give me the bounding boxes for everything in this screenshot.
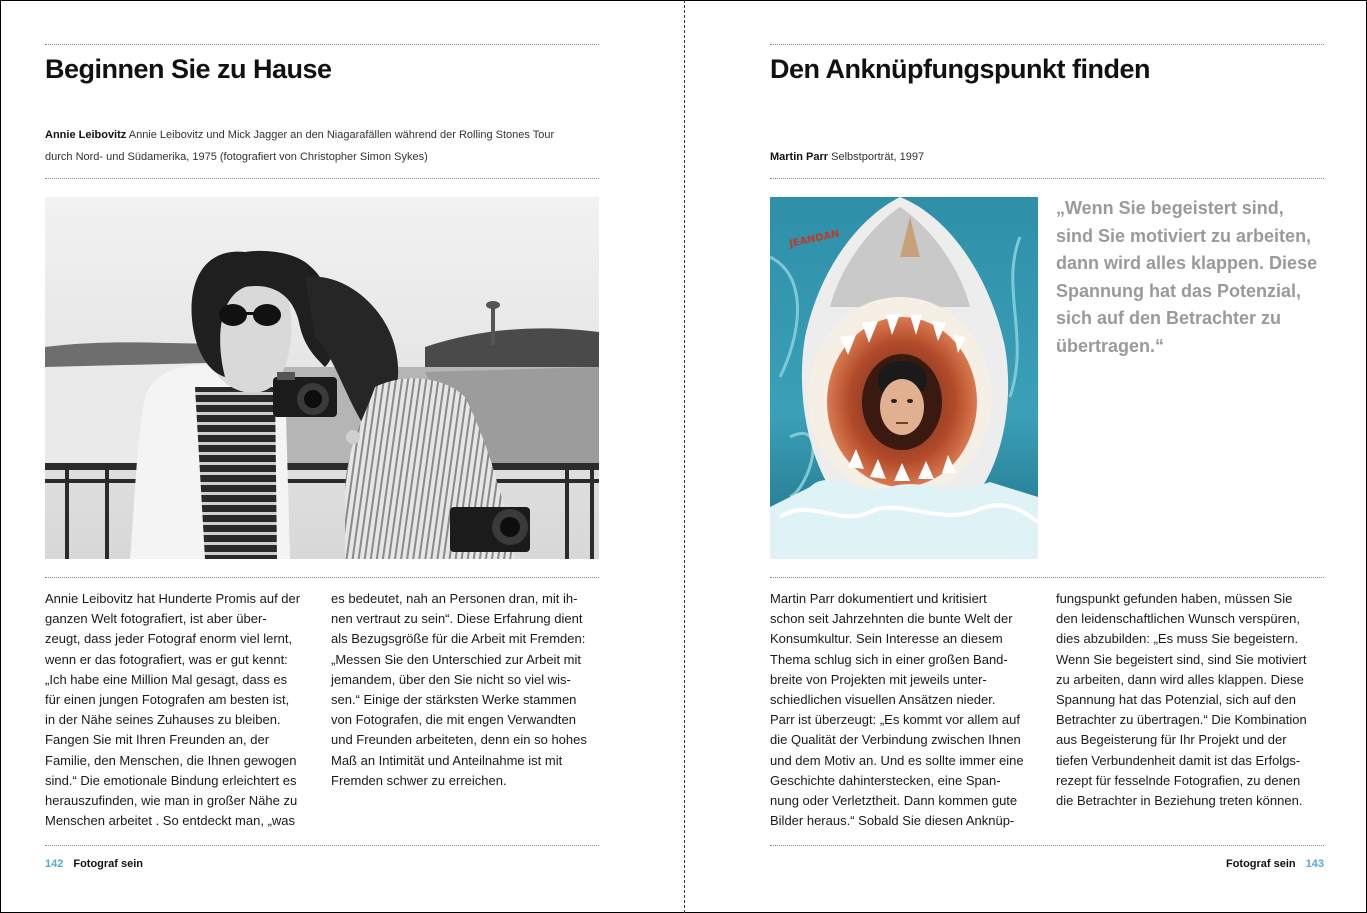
body-text-line: Bilder heraus.“ Sobald Sie diesen Anknüp-: [770, 813, 1015, 829]
body-text-line: Fremden schwer zu erreichen.: [331, 772, 507, 788]
pull-quote-line: sich auf den Betrachter zu: [1056, 308, 1282, 328]
body-text-line: und Freunden arbeiteten, denn ein so hohes: [331, 732, 587, 748]
section-name: Fotograf sein: [1225, 858, 1296, 870]
caption-rule: [770, 178, 1324, 179]
caption-text: Selbstporträt, 1997: [831, 151, 925, 163]
body-text-line: in der Nähe seines Zuhauses zu bleiben.: [45, 712, 281, 728]
caption-line-2: durch Nord- und Südamerika, 1975 (fotografiert von Christopher Simon Sykes): [45, 151, 428, 163]
body-text-line: die Betrachter in Beziehung treten können.: [1056, 793, 1303, 809]
pull-quote-line: „Wenn Sie begeistert sind,: [1056, 198, 1284, 218]
body-text-line: nen vertraut zu sein“. Diese Erfahrung dient: [331, 611, 583, 627]
body-text-line: und dem Motiv an. Und es sollte immer eine: [770, 752, 1024, 768]
body-text-line: herauszufinden, wie man in großer Nähe zu: [45, 793, 298, 809]
right-page: [770, 0, 1324, 913]
photo-caption: [770, 146, 924, 168]
body-text-line: Martin Parr dokumentiert und kritisiert: [770, 591, 987, 606]
body-text-line: sen.“ Einige der stärksten Werke stammen: [331, 692, 577, 708]
body-text-line: rezept für fesselnde Fotografien, zu denen: [1056, 772, 1301, 788]
pull-quote-line: Spannung hat das Potenzial,: [1056, 280, 1302, 301]
body-text-line: Menschen arbeitet . So entdeckt man, „was: [45, 813, 296, 829]
page-number: 143: [1305, 858, 1324, 870]
photo-caption: [45, 124, 554, 168]
body-text-line: Konsumkultur. Sein Interesse an diesem: [770, 631, 1003, 647]
pull-quote-line: sind Sie motiviert zu arbeiten,: [1056, 225, 1312, 246]
body-text-line: Wenn Sie begeistert sind, sind Sie motiviert: [1056, 651, 1307, 667]
body-text-line: „Messen Sie den Unterschied zur Arbeit mit: [331, 651, 581, 667]
caption-photographer: Annie Leibovitz: [45, 129, 127, 141]
body-text-line: schiedlichen visuellen Ansätzen nieder.: [770, 692, 996, 708]
body-text-line: sind.“ Die emotionale Bindung erleichtert es: [45, 772, 297, 788]
illustration-signature: JEANDAN: [788, 228, 841, 250]
body-text-line: fungspunkt gefunden haben, müssen Sie: [1056, 591, 1293, 606]
pull-quote: [1056, 195, 1324, 360]
body-text-line: Maß an Intimität und Anteilnahme ist mit: [331, 752, 563, 768]
body-text-line: den leidenschaftlichen Wunsch verspüren,: [1056, 611, 1301, 627]
body-text-line: es bedeutet, nah an Personen dran, mit ih-: [331, 591, 578, 606]
parr-self-portrait-shark: [770, 197, 1038, 559]
pull-quote-line: übertragen.“: [1056, 335, 1165, 356]
body-top-rule: [45, 577, 599, 578]
body-column-1: [770, 589, 1042, 831]
body-text-line: zu arbeiten, dann wird alles klappen. Diese: [1056, 671, 1304, 687]
top-rule: [770, 44, 1324, 45]
body-text-line: „Ich habe eine Million Mal gesagt, dass es: [45, 671, 288, 687]
page-title: Den Anknüpfungspunkt finden: [770, 54, 1150, 84]
body-text-line: Spannung hat das Potenzial, sich auf den: [1056, 692, 1296, 708]
body-text-line: Betrachter zu übertragen.“ Die Kombination: [1056, 712, 1307, 728]
caption-photographer: Martin Parr: [770, 151, 829, 163]
page-footer: [1226, 858, 1324, 870]
pull-quote-line: dann wird alles klappen. Diese: [1056, 253, 1318, 273]
left-page: [45, 0, 599, 913]
page-title: Beginnen Sie zu Hause: [45, 54, 332, 84]
caption-rule: [45, 178, 599, 179]
page-gutter-fold: [684, 0, 685, 913]
body-text-line: breite von Projekten mit jeweils unter-: [770, 671, 987, 687]
body-column-2: [1056, 589, 1324, 811]
body-column-2: [331, 589, 599, 791]
body-text-line: wenn er das fotografiert, was er gut kennt:: [45, 651, 288, 667]
body-text-line: dies abzubilden: „Es muss Sie begeistern.: [1056, 631, 1299, 647]
body-top-rule: [770, 577, 1324, 578]
body-text-line: aus Begeisterung für Ihr Projekt und der: [1056, 732, 1287, 748]
body-text-line: Familie, den Menschen, die Ihnen gewogen: [45, 752, 297, 768]
body-text-line: jemandem, über den Sie nicht so viel wis-: [331, 671, 571, 687]
section-name: Fotograf sein: [73, 858, 144, 870]
body-text-line: Fangen Sie mit Ihren Freunden an, der: [45, 732, 270, 748]
body-text-line: ganzen Welt fotografiert, ist aber über-: [45, 611, 267, 627]
page-number: 142: [45, 858, 64, 870]
body-text-line: Annie Leibovitz hat Hunderte Promis auf der: [45, 591, 301, 606]
body-text-line: Geschichte dahinterstecken, eine Span-: [770, 772, 1001, 788]
body-text-line: schon seit Jahrzehnten die bunte Welt der: [770, 611, 1013, 627]
top-rule: [45, 44, 599, 45]
body-text-line: nung oder Verletztheit. Dann kommen gute: [770, 793, 1018, 809]
body-text-line: von Fotografen, die mit engen Verwandten: [331, 712, 576, 728]
caption-line-1: Annie Leibovitz und Mick Jagger an den Niagarafällen während der Rolling Stones Tour: [128, 129, 555, 141]
body-text-line: die Qualität der Verbindung zwischen Ihnen: [770, 732, 1021, 748]
body-text-line: tiefen Verbundenheit damit ist das Erfolgs-: [1056, 752, 1301, 768]
body-text-line: als Bezugsgröße für die Arbeit mit Fremden:: [331, 631, 586, 647]
body-column-1: [45, 589, 317, 831]
leibovitz-jagger-photo: [45, 197, 599, 559]
body-text-line: Parr ist überzeugt: „Es kommt vor allem auf: [770, 712, 1020, 728]
body-text-line: Thema schlug sich in einer großen Band-: [770, 651, 1008, 667]
body-text-line: zeugt, dass jeder Fotograf enorm viel lernt,: [45, 631, 293, 647]
body-text-line: für einen jungen Fotografen am besten ist,: [45, 692, 290, 708]
footer-rule: [45, 845, 599, 846]
page-footer: [45, 858, 143, 870]
footer-rule: [770, 845, 1324, 846]
